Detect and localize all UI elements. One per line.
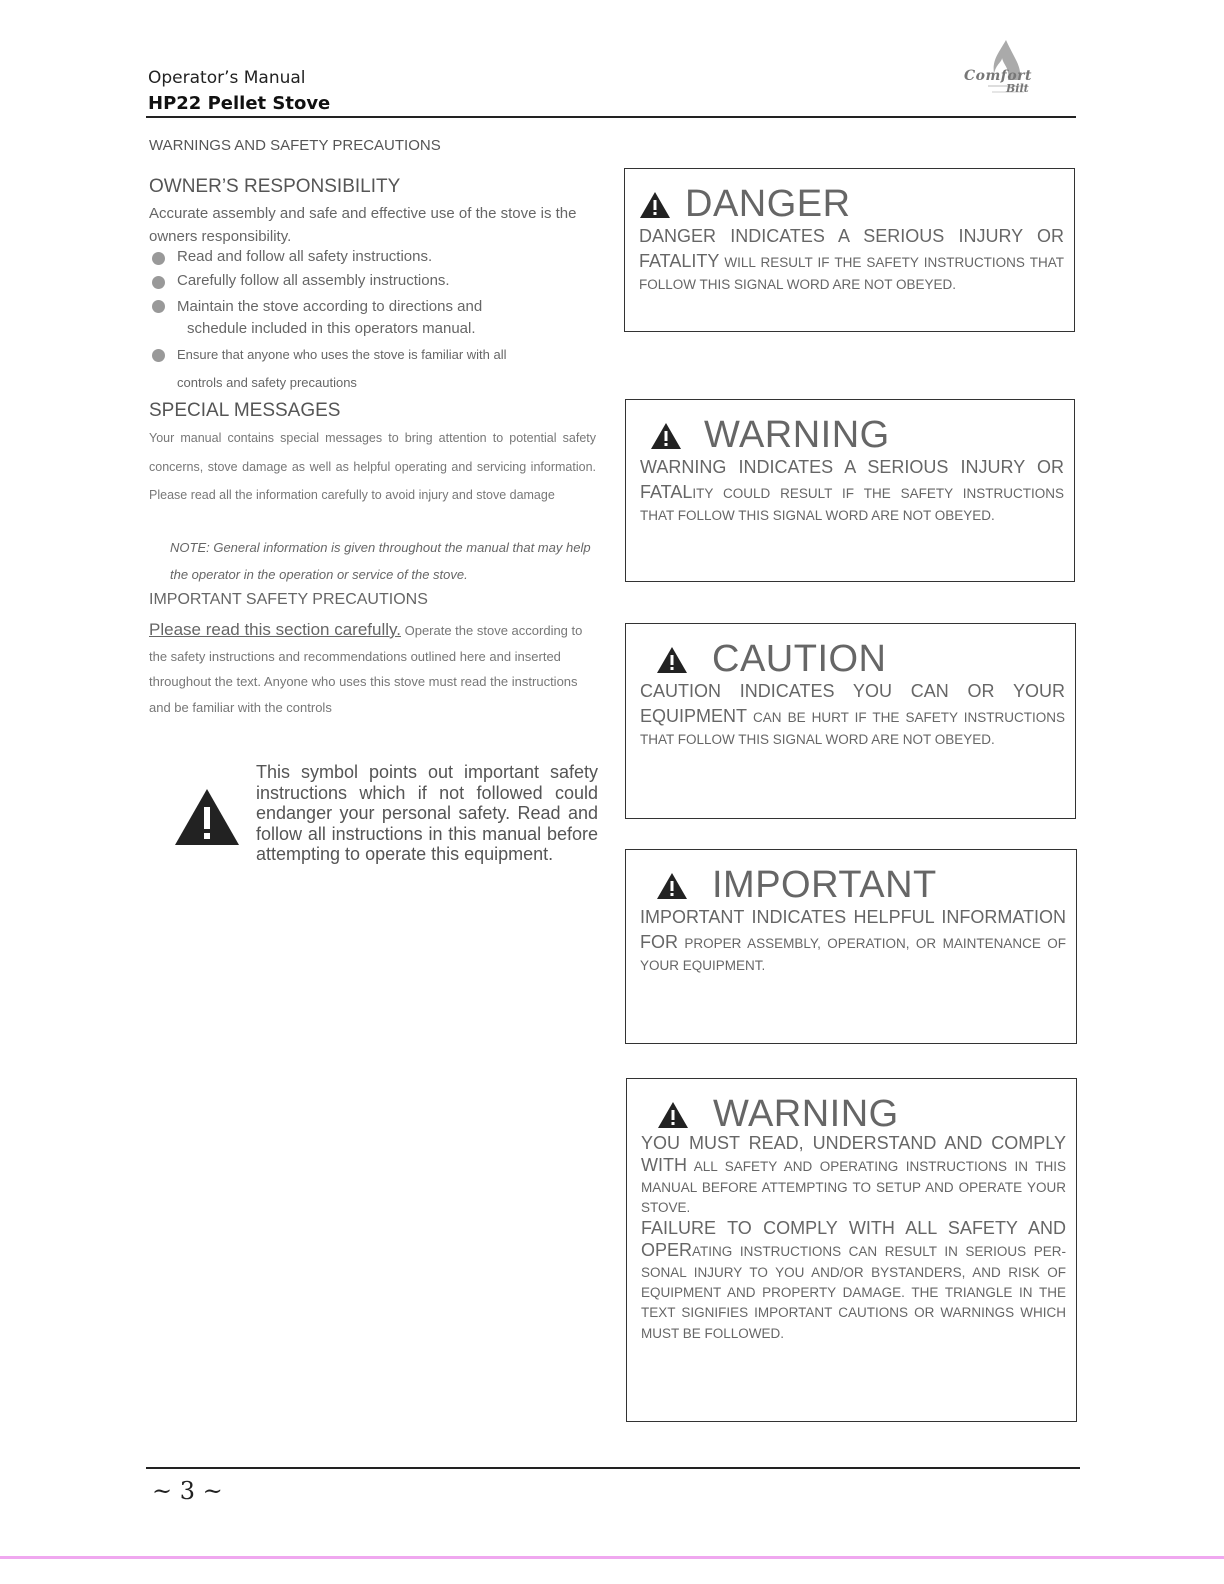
caution-header bbox=[640, 638, 887, 681]
warning-triangle-icon bbox=[656, 872, 688, 900]
important-safety-heading: IMPORTANT SAFETY PRECAUTIONS bbox=[149, 591, 428, 608]
product-title: HP22 Pellet Stove bbox=[148, 93, 331, 114]
warning-paragraph-1: YOU MUST READ, UNDERSTAND AND COMPLY WITH ALL SAFETY AND OPERATING INSTRUCTIONS IN THIS MANUAL BEFORE ATTEMPTING TO SETUP AND OPERATE YOUR STOVE. bbox=[641, 1133, 1066, 1215]
logo-wordmark-2: Bilt bbox=[1006, 82, 1029, 95]
warning-triangle-icon bbox=[639, 191, 671, 219]
scan-edge-line bbox=[0, 1556, 1224, 1559]
symbol-note: This symbol points out important safety instructions which if not followed could endanger your personal safety. Read and follow all instructions in this manual before attempting to operate this equipment. bbox=[256, 762, 598, 865]
signal-word: DANGER bbox=[685, 183, 851, 225]
important-text: IMPORTANT INDICATES HELPFUL INFORMATION FOR PROPER ASSEMBLY, OPERATION, OR MAINTENANCE OF YOUR EQUIPMENT. bbox=[640, 907, 1066, 973]
important-safety-body: Please read this section carefully. Operate the stove according to the safety instructions and recommendations outlined here and inserted throughout the text. Anyone who uses this stove must read the instructions and be familiar with the controls bbox=[149, 620, 583, 715]
note-text: NOTE: General information is given throughout the manual that may help the operator in the operation or service of the stove. bbox=[170, 540, 591, 582]
warning-triangle-icon bbox=[173, 787, 241, 847]
warning-text bbox=[641, 1133, 1066, 1344]
signal-word: WARNING bbox=[704, 414, 890, 456]
list-item: Read and follow all safety instructions. bbox=[152, 248, 592, 272]
danger-text: DANGER INDICATES A SERIOUS INJURY OR FATALITY WILL RESULT IF THE SAFETY INSTRUCTIONS THAT FOLLOW THIS SIGNAL WORD ARE NOT OBEYED. bbox=[639, 226, 1064, 292]
list-item: Maintain the stove according to directions and schedule included in this operators manual. bbox=[152, 296, 592, 341]
footer-rule bbox=[146, 1467, 1080, 1469]
warning-header bbox=[641, 1093, 899, 1136]
danger-header bbox=[639, 183, 851, 226]
page-number: ~ 3 ~ bbox=[152, 1477, 223, 1505]
warning-box-comply bbox=[626, 1078, 1077, 1422]
signal-word: IMPORTANT bbox=[712, 864, 937, 906]
owner-heading: OWNER’S RESPONSIBILITY bbox=[149, 176, 401, 197]
bullet-icon bbox=[152, 276, 165, 289]
warning-header bbox=[640, 414, 890, 457]
owner-bullet-list bbox=[152, 248, 592, 397]
caution-box bbox=[625, 623, 1076, 819]
important-header bbox=[640, 864, 937, 907]
manual-title: Operator’s Manual bbox=[148, 68, 306, 88]
list-item: Carefully follow all assembly instructions. bbox=[152, 272, 592, 296]
signal-word: CAUTION bbox=[712, 638, 887, 680]
header-rule bbox=[146, 116, 1076, 118]
caution-text: CAUTION INDICATES YOU CAN OR YOUR EQUIPMENT CAN BE HURT IF THE SAFETY INSTRUCTIONS THAT FOLLOW THIS SIGNAL WORD ARE NOT OBEYED. bbox=[640, 681, 1065, 747]
owner-intro: Accurate assembly and safe and effective use of the stove is the owners responsibility. bbox=[149, 205, 577, 245]
special-body: Your manual contains special messages to bring attention to potential safety concerns, stove damage as well as helpful operating and servicing information. Please read all the information carefully to avoid injury and stove damage bbox=[149, 431, 596, 503]
bullet-icon bbox=[152, 349, 165, 362]
bullet-icon bbox=[152, 300, 165, 313]
warning-paragraph-2: FAILURE TO COMPLY WITH ALL SAFETY AND OPERATING INSTRUCTIONS CAN RESULT IN SERIOUS PER- SONAL INJURY TO YOU AND/OR BYSTANDERS, AND RISK OF EQUIPMENT AND PROPERTY DAMAGE. THE TRIANGLE IN THE TEXT SIGNIFIES IMPORTANT CAUTIONS OR WARNINGS WHICH MUST BE FOLLOWED. bbox=[641, 1218, 1066, 1341]
warning-triangle-icon bbox=[657, 1101, 689, 1129]
warning-triangle-icon bbox=[656, 646, 688, 674]
list-item: Ensure that anyone who uses the stove is familiar with all controls and safety precautions bbox=[152, 341, 592, 397]
important-box bbox=[625, 849, 1077, 1044]
danger-box bbox=[624, 168, 1075, 332]
warning-box bbox=[625, 399, 1075, 582]
logo-wordmark: Comfort bbox=[964, 68, 1032, 84]
section-label: WARNINGS AND SAFETY PRECAUTIONS bbox=[149, 137, 441, 154]
signal-word: WARNING bbox=[713, 1093, 899, 1135]
bullet-icon bbox=[152, 252, 165, 265]
special-heading: SPECIAL MESSAGES bbox=[149, 400, 341, 421]
warning-triangle-icon bbox=[650, 422, 682, 450]
warning-text: WARNING INDICATES A SERIOUS INJURY OR FATALITY COULD RESULT IF THE SAFETY INSTRUCTIONS THAT FOLLOW THIS SIGNAL WORD ARE NOT OBEYED. bbox=[640, 457, 1064, 523]
